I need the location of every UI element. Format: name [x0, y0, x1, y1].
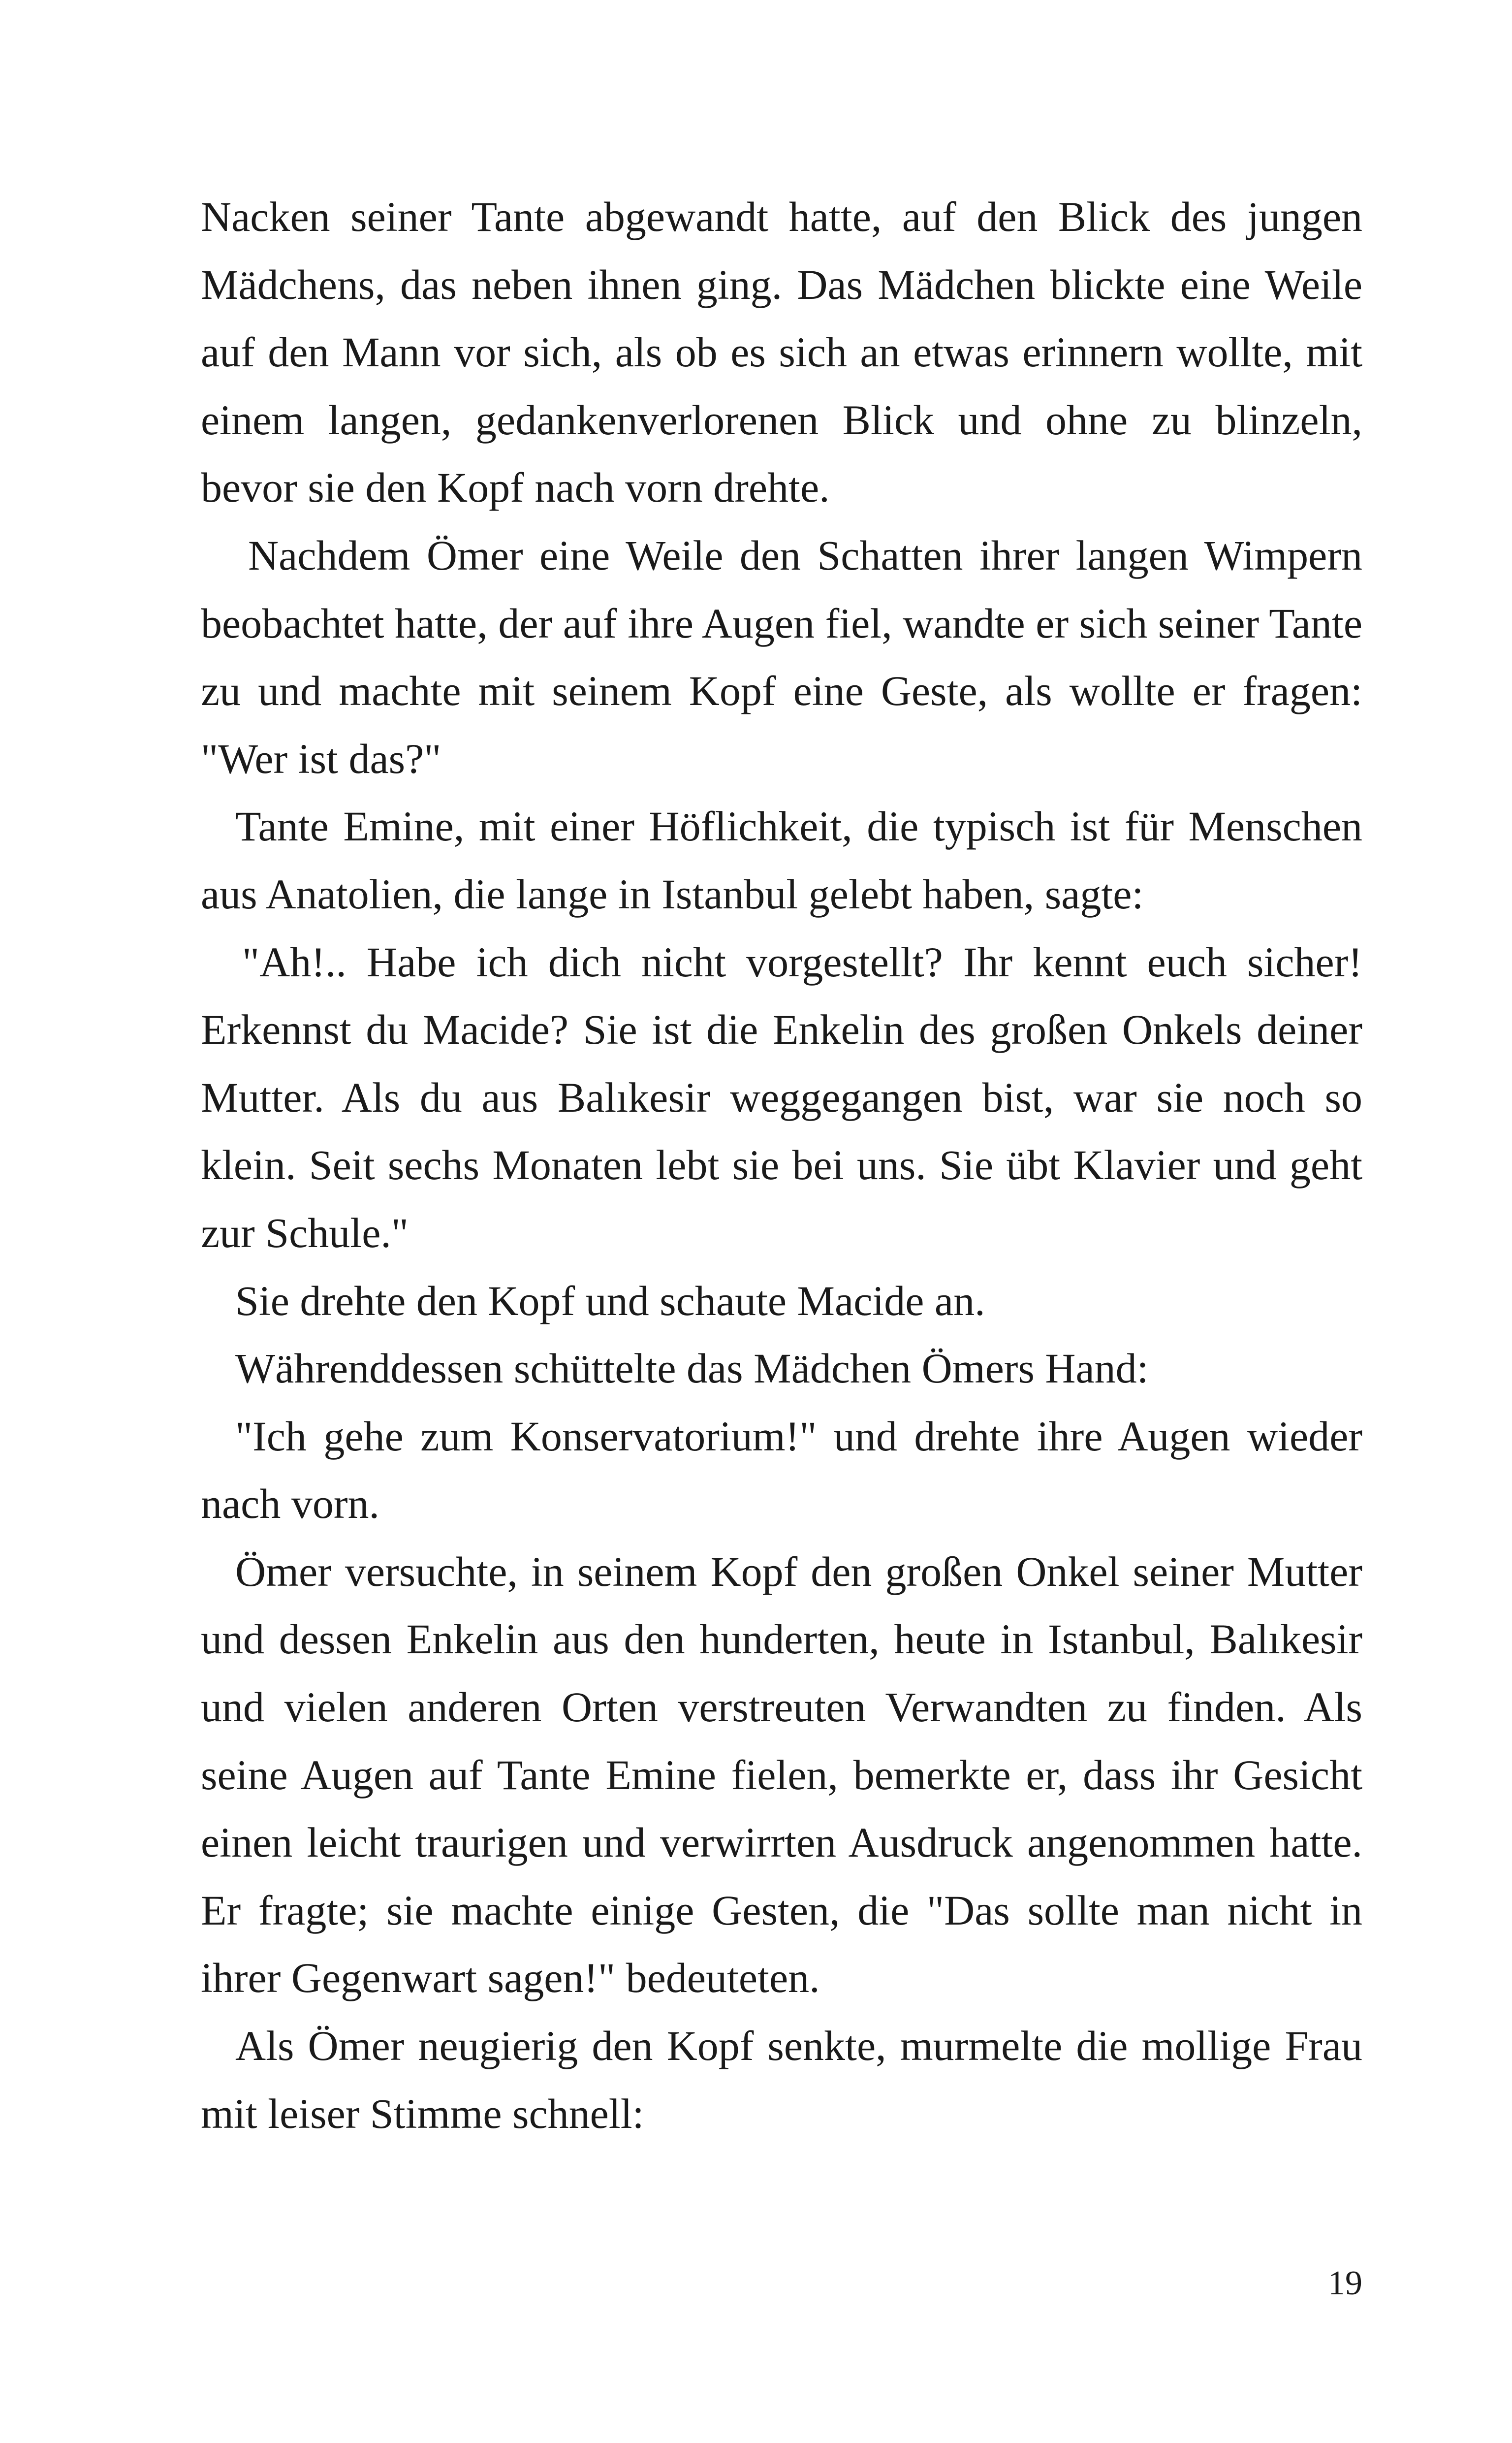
paragraph: Ömer versuchte, in seinem Kopf den großen Onkel seiner Mutter und dessen Enkelin aus den hunderten, heute in Istanbul, Balıkesir und vielen anderen Orten verstreuten Verwandten zu finden. Als seine Augen auf Tante Emine fielen, bemerkte er, dass ihr Gesicht einen leicht traurigen und verwirrten Ausdruck angenommen hatte. Er fragte; sie machte einige Gesten, die "Das sollte man nicht in ihrer Gegenwart sagen!" bedeuteten. [201, 1547, 1362, 2002]
paragraph: Tante Emine, mit einer Höflichkeit, die typisch ist für Menschen aus Anatolien, die lange in Istanbul gelebt haben, sagte: [201, 803, 1362, 918]
paragraph: "Ich gehe zum Konservatorium!" und drehte ihre Augen wieder nach vorn. [201, 1412, 1362, 1528]
body-text [201, 183, 1362, 2148]
paragraph: "Ah!.. Habe ich dich nicht vorgestellt? Ihr kennt euch sicher! Erkennst du Macide? Sie ist die Enkelin des großen Onkels deiner Mutter. Als du aus Balıkesir weggegangen bist, war sie noch so klein. Seit sechs Monaten lebt sie bei uns. Sie übt Klavier und geht zur Schule." [201, 938, 1362, 1256]
page-number: 19 [1328, 2264, 1362, 2302]
paragraph: Währenddessen schüttelte das Mädchen Ömers Hand: [235, 1345, 1149, 1392]
paragraph: Als Ömer neugierig den Kopf senkte, murmelte die mollige Frau mit leiser Stimme schnell: [201, 2022, 1362, 2137]
paragraph: Nacken seiner Tante abgewandt hatte, auf den Blick des jungen Mädchens, das neben ihnen ging. Das Mädchen blickte eine Weile auf den Mann vor sich, als ob es sich an etwas erinnern wollte, mit einem langen, gedankenverlorenen Blick und ohne zu blinzeln, bevor sie den Kopf nach vorn drehte. [201, 193, 1362, 512]
paragraph: Sie drehte den Kopf und schaute Macide an. [235, 1277, 985, 1324]
paragraph: Nachdem Ömer eine Weile den Schatten ihrer langen Wimpern beobachtet hatte, der auf ihre Augen fiel, wandte er sich seiner Tante zu und machte mit seinem Kopf eine Geste, als wollte er fragen: "Wer ist das?" [201, 531, 1362, 782]
